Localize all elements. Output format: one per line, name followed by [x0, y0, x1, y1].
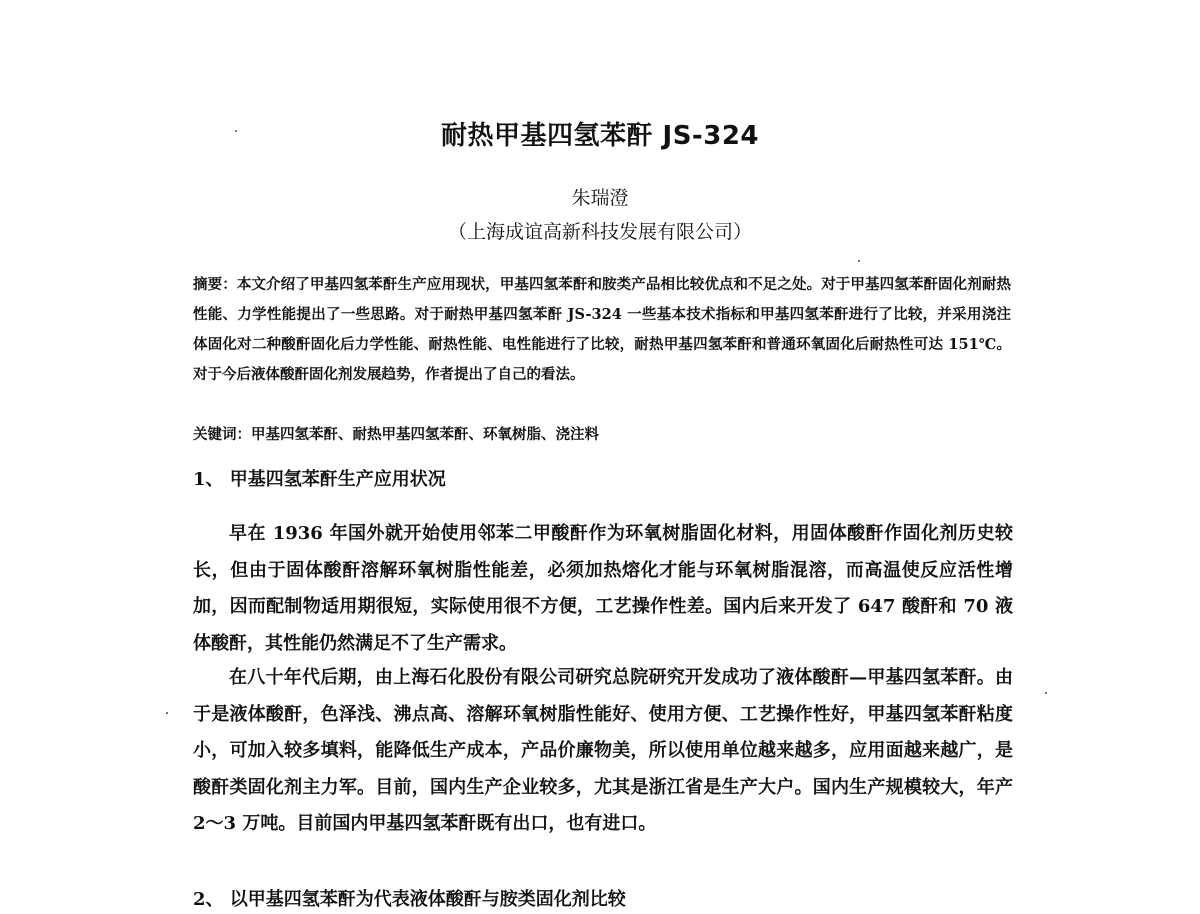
scan-speck: [1045, 692, 1047, 694]
section-1-heading: 1、 甲基四氢苯酐生产应用状况: [193, 469, 446, 490]
scan-speck: [166, 712, 168, 714]
keywords-text: 甲基四氢苯酐、耐热甲基四氢苯酐、环氧树脂、浇注料: [251, 426, 599, 443]
section-1-paragraph-1: 早在 1936 年国外就开始使用邻苯二甲酸酐作为环氧树脂固化材料，用固体酸酐作固化剂历史较长，但由于固体酸酐溶解环氧树脂性能差，必须加热熔化才能与环氧树脂混溶，而高温使反应活性增加，因而配制物适用期很短，实际使用很不方便，工艺操作性差。国内后来开发了 647 酸酐和 70 液体酸酐，其性能仍然满足不了生产需求。: [193, 523, 1013, 654]
keywords: [193, 422, 1011, 448]
abstract-label: 摘要：: [193, 276, 237, 293]
keywords-label: 关键词：: [193, 426, 251, 443]
abstract: [193, 270, 1011, 390]
author-name: 朱瑞澄: [571, 187, 629, 209]
author-affiliation: （上海成谊高新科技发展有限公司）: [447, 221, 752, 243]
document-title: 耐热甲基四氢苯酐 JS-324: [440, 121, 759, 151]
scan-speck: [858, 260, 860, 262]
section-1-paragraph-2: 在八十年代后期，由上海石化股份有限公司研究总院研究开发成功了液体酸酐—甲基四氢苯酐。由于是液体酸酐，色泽浅、沸点高、溶解环氧树脂性能好、使用方便、工艺操作性好，甲基四氢苯酐粘度小，可加入较多填料，能降低生产成本，产品价廉物美，所以使用单位越来越多，应用面越来越广，是酸酐类固化剂主力军。目前，国内生产企业较多，尤其是浙江省是生产大户。国内生产规模较大，年产 2～3 万吨。目前国内甲基四氢苯酐既有出口，也有进口。: [193, 667, 1013, 834]
abstract-text: 本文介绍了甲基四氢苯酐生产应用现状，甲基四氢苯酐和胺类产品相比较优点和不足之处。对于甲基四氢苯酐固化剂耐热性能、力学性能提出了一些思路。对于耐热甲基四氢苯酐 JS-324 一些基本技术指标和甲基四氢苯酐进行了比较，并采用浇注体固化对二种酸酐固化后力学性能、耐热性能、电性能进行了比较，耐热甲基四氢苯酐和普通环氧固化后耐热性可达 151℃。对于今后液体酸酐固化剂发展趋势，作者提出了自己的看法。: [193, 276, 1011, 383]
section-2-heading: 2、 以甲基四氢苯酐为代表液体酸酐与胺类固化剂比较: [193, 889, 626, 910]
scan-speck: [235, 130, 237, 132]
